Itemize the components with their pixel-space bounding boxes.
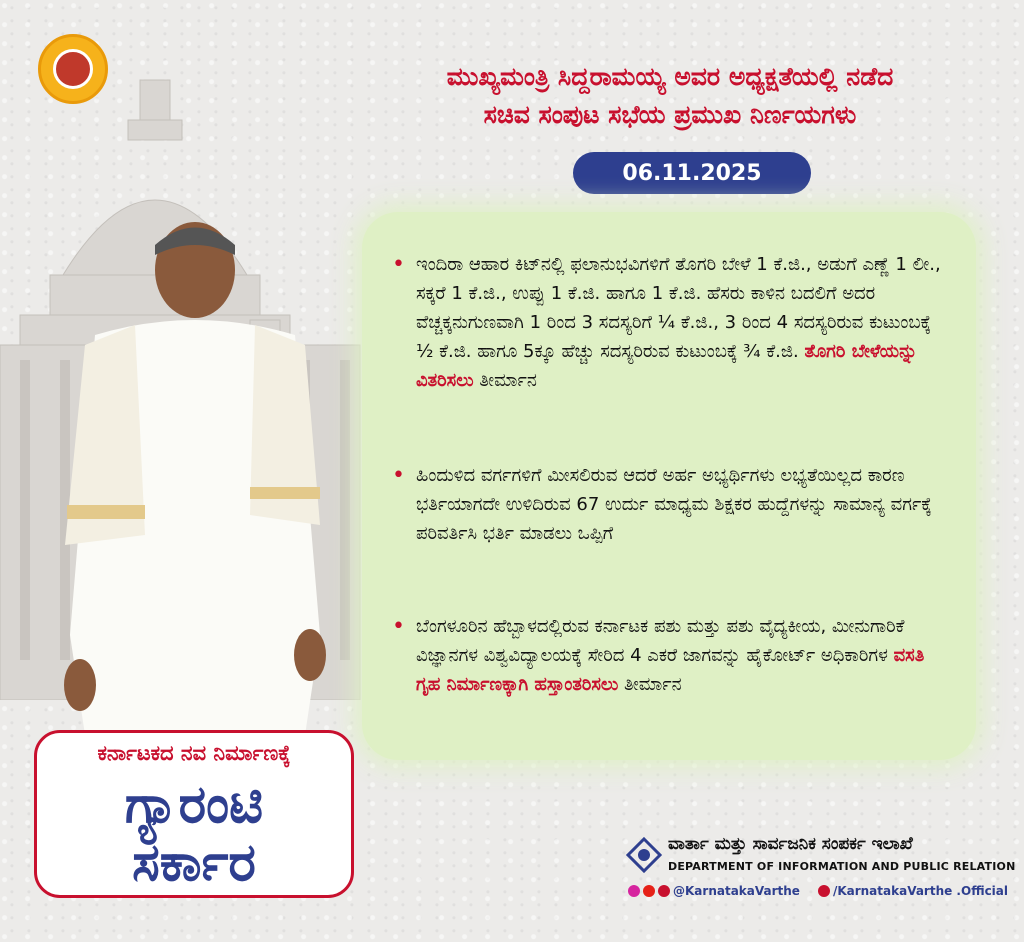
decision-suffix: ತೀರ್ಮಾನ <box>479 370 537 391</box>
guarantee-sarkara-box <box>34 730 354 898</box>
decision-text <box>392 250 952 395</box>
department-name-kannada: ವಾರ್ತಾ ಮತ್ತು ಸಾರ್ವಜನಿಕ ಸಂಪರ್ಕ ಇಲಾಖೆ <box>668 834 913 854</box>
guarantee-tagline: ಕರ್ನಾಟಕದ ನವ ನಿರ್ಮಾಣಕ್ಕೆ <box>97 741 291 765</box>
decision-body: ಇಂದಿರಾ ಆಹಾರ ಕಿಟ್‌ನಲ್ಲಿ ಫಲಾನುಭವಿಗಳಿಗೆ ತೊಗರಿ ಬೇಳೆ 1 ಕೆ.ಜಿ., ಅಡುಗೆ ಎಣ್ಣೆ 1 ಲೀ., ಸಕ್ಕರೆ 1 ಕೆ.ಜಿ., ಉಪ್ಪು 1 ಕೆ.ಜಿ. ಹಾಗೂ 1 ಕೆ.ಜಿ. ಹೆಸರು ಕಾಳಿನ ಬದಲಿಗೆ ಅದರ ವೆಚ್ಚಕ್ಕನುಗುಣವಾಗಿ 1 ರಿಂದ 3 ಸದಸ್ಯರಿಗೆ ¼ ಕೆ.ಜಿ., 3 ರಿಂದ 4 ಸದಸ್ಯರಿರುವ ಕುಟುಂಬಕ್ಕೆ ½ ಕೆ.ಜಿ. ಹಾಗೂ 5ಕ್ಕೂ ಹೆಚ್ಚು ಸದಸ್ಯರಿರುವ ಕುಟುಂಬಕ್ಕೆ ¾ ಕೆ.ಜಿ. <box>416 254 941 362</box>
sarkara-word: ಸರ್ಕಾರ <box>132 833 256 893</box>
facebook-handle[interactable]: /KarnatakaVarthe .Official <box>832 884 1009 898</box>
facebook-icon[interactable] <box>818 885 830 897</box>
title-line-1: ಮುಖ್ಯಮಂತ್ರಿ ಸಿದ್ದರಾಮಯ್ಯ ಅವರ ಅಧ್ಯಕ್ಷತೆಯಲ್ಲಿ ನಡೆದ <box>446 62 894 91</box>
department-name-english: DEPARTMENT OF INFORMATION AND PUBLIC RELATION <box>668 860 1016 873</box>
youtube-icon[interactable] <box>643 885 655 897</box>
decision-item-2 <box>392 461 952 548</box>
department-logo-icon <box>626 837 662 873</box>
social-links <box>628 882 1008 900</box>
chief-minister-portrait <box>55 215 335 735</box>
bullet-icon: • <box>392 614 405 639</box>
emblem-center <box>53 49 93 89</box>
bullet-icon: • <box>392 463 405 488</box>
karnataka-emblem-icon <box>38 34 108 104</box>
decision-text <box>392 612 952 699</box>
decision-item-3 <box>392 612 952 699</box>
decision-highlight: ವಸತಿ ಗೃಹ ನಿರ್ಮಾಣಕ್ಕಾಗಿ ಹಸ್ತಾಂತರಿಸಲು <box>416 645 925 695</box>
page-title <box>360 58 980 134</box>
date-badge: 06.11.2025 <box>573 152 811 194</box>
decision-body: ಬೆಂಗಳೂರಿನ ಹೆಬ್ಬಾಳದಲ್ಲಿರುವ ಕರ್ನಾಟಕ ಪಶು ಮತ್ತು ಪಶು ವೈದ್ಯಕೀಯ, ಮೀನುಗಾರಿಕೆ ವಿಜ್ಞಾನಗಳ ವಿಶ್ವವಿದ್ಯಾಲಯಕ್ಕೆ ಸೇರಿದ 4 ಎಕರೆ ಜಾಗವನ್ನು ಹೈಕೋರ್ಟ್ ಅಧಿಕಾರಿಗಳ <box>416 616 905 666</box>
decision-suffix: ತೀರ್ಮಾನ <box>624 674 682 695</box>
instagram-icon[interactable] <box>628 885 640 897</box>
decision-text <box>392 461 952 548</box>
x-twitter-icon[interactable] <box>658 885 670 897</box>
decision-body: ಹಿಂದುಳಿದ ವರ್ಗಗಳಿಗೆ ಮೀಸಲಿರುವ ಆದರೆ ಅರ್ಹ ಅಭ್ಯರ್ಥಿಗಳು ಲಭ್ಯತೆಯಿಲ್ಲದ ಕಾರಣ ಭರ್ತಿಯಾಗದೇ ಉಳಿದಿರುವ 67 ಉರ್ದು ಮಾಧ್ಯಮ ಶಿಕ್ಷಕರ ಹುದ್ದೆಗಳನ್ನು ಸಾಮಾನ್ಯ ವರ್ಗಕ್ಕೆ ಪರಿವರ್ತಿಸಿ ಭರ್ತಿ ಮಾಡಲು ಒಪ್ಪಿಗೆ <box>416 465 932 544</box>
bullet-icon: • <box>392 252 405 277</box>
decision-item-1 <box>392 250 952 395</box>
social-handle[interactable]: @KarnatakaVarthe <box>673 884 800 898</box>
title-line-2: ಸಚಿವ ಸಂಪುಟ ಸಭೆಯ ಪ್ರಮುಖ ನಿರ್ಣಯಗಳು <box>483 100 857 129</box>
guarantee-word: ಗ್ಯಾರಂಟಿ <box>124 775 264 835</box>
decision-highlight: ತೊಗರಿ ಬೇಳೆಯನ್ನು ವಿತರಿಸಲು <box>416 341 918 391</box>
